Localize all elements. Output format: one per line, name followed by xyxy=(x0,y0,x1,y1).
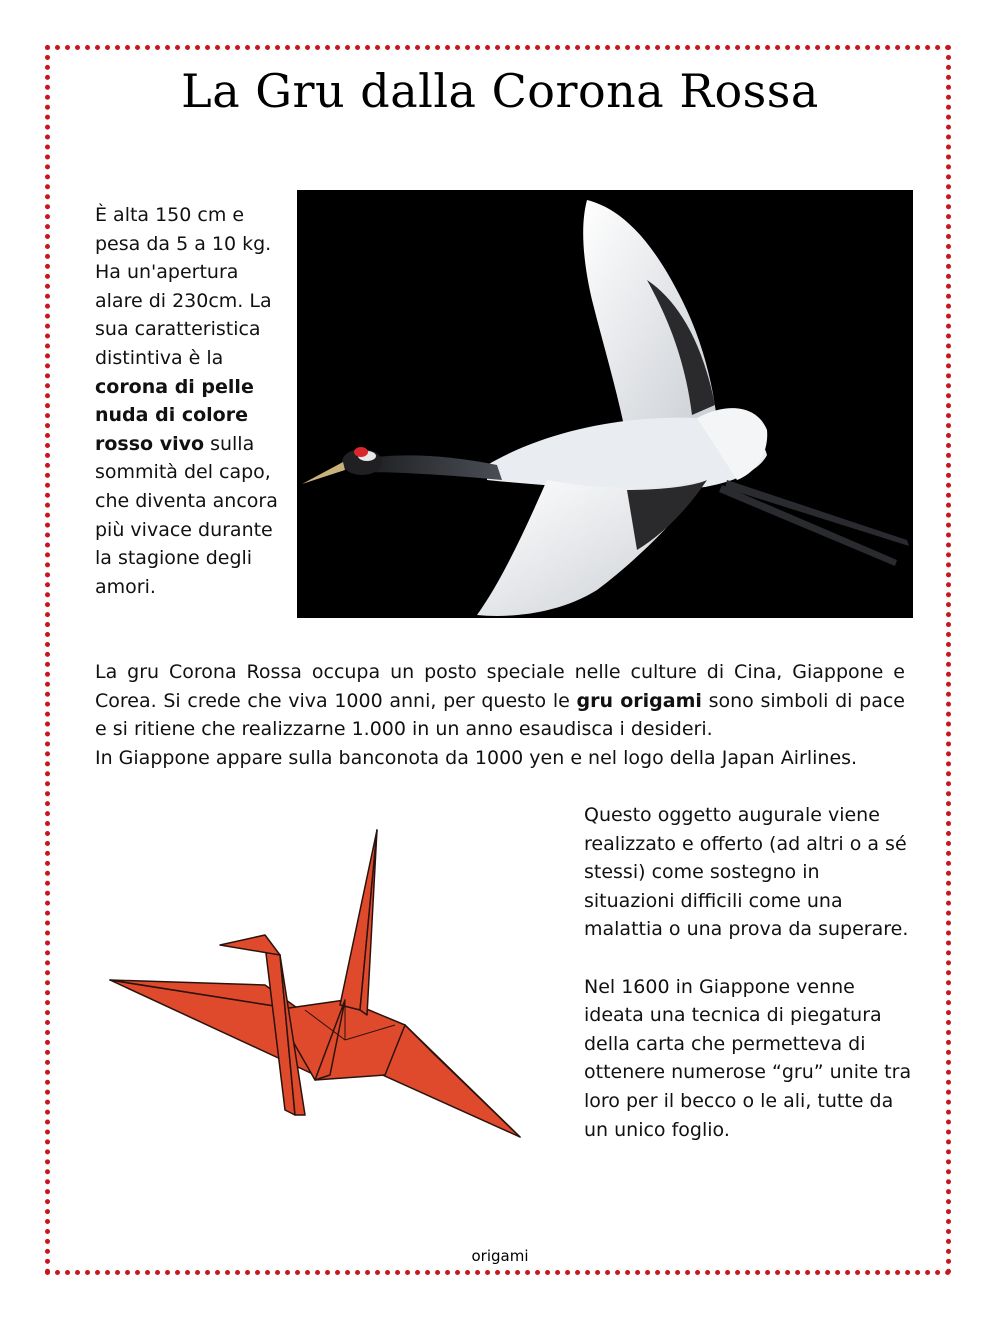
intro-text xyxy=(95,201,290,601)
origami-paragraph-1: Questo oggetto augurale viene realizzato e offerto (ad altri o a sé stessi) come sostegno in situazioni difficili come una malattia o una prova da superare. xyxy=(584,804,909,941)
culture-p1-b: sono simboli di pace e si ritiene che realizzarne 1.000 in un anno esaudisca i desideri. xyxy=(95,689,905,741)
origami-crane-illustration xyxy=(105,825,535,1145)
crane-photo xyxy=(297,190,913,618)
intro-bold: corona di pelle nuda di colore rosso vivo xyxy=(95,375,254,455)
culture-paragraph-2: In Giappone appare sulla banconota da 1000 yen e nel logo della Japan Airlines. xyxy=(95,746,858,769)
origami-paragraph-2: Nel 1600 in Giappone venne ideata una tecnica di piegatura della carta che permetteva di ottenere numerose “gru” unite tra loro per il becco o le ali, tutte da un unico foglio. xyxy=(584,975,912,1141)
culture-p1-a: La gru Corona Rossa occupa un posto speciale nelle culture di Cina, Giappone e Corea. Si crede che viva 1000 anni, per questo le xyxy=(95,661,905,712)
footer-caption: origami xyxy=(471,1247,529,1265)
intro-part1: È alta 150 cm e pesa da 5 a 10 kg. Ha un'apertura alare di 230cm. La sua caratteristica distintiva è la xyxy=(95,204,272,369)
culture-p1-bold: gru origami xyxy=(576,689,702,712)
intro-part2: sulla sommità del capo, che diventa ancora più vivace durante la stagione degli amori. xyxy=(95,432,278,598)
page-title: La Gru dalla Corona Rossa xyxy=(181,64,819,118)
culture-paragraph-1 xyxy=(95,658,905,744)
culture-section xyxy=(95,658,905,772)
origami-description xyxy=(584,801,914,1173)
